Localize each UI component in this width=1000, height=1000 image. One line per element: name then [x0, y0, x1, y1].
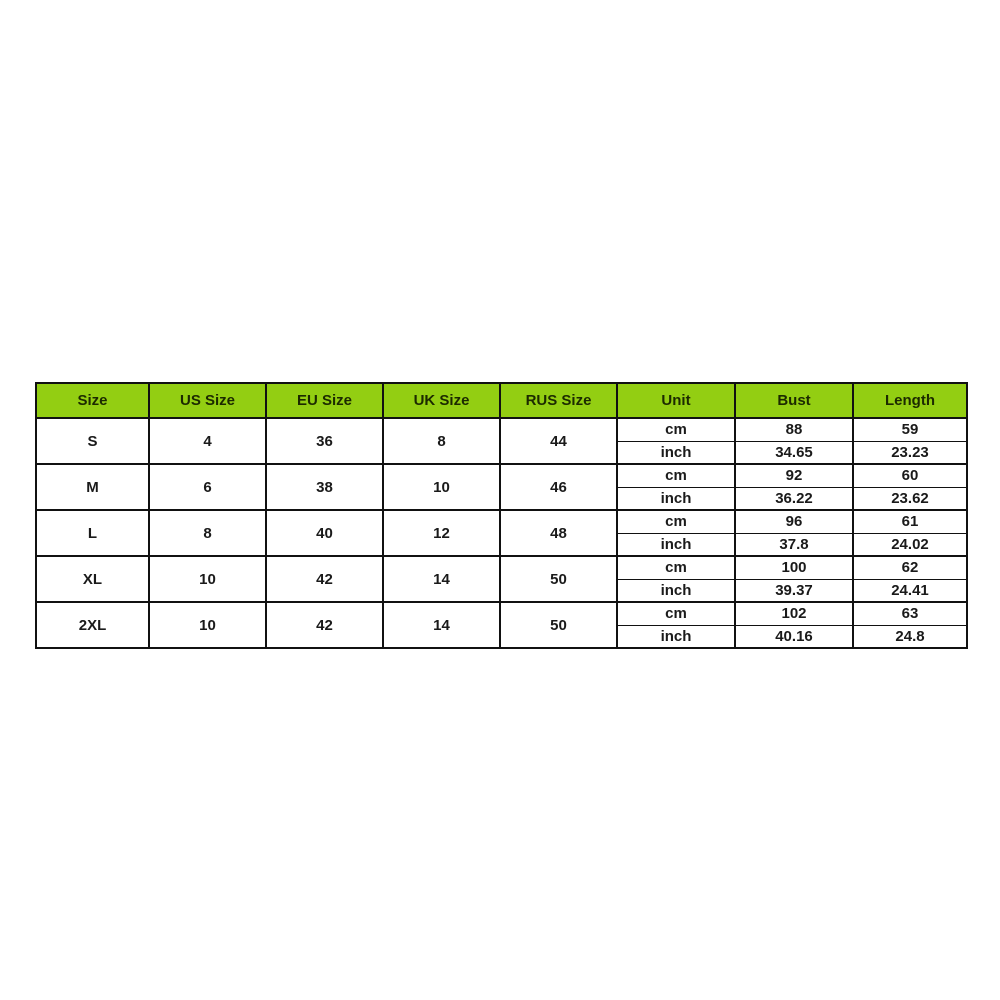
length-cell: 24.8	[853, 625, 967, 648]
length-cell: 62	[853, 556, 967, 579]
size-chart-table	[35, 382, 968, 649]
eu-size-cell: 38	[266, 464, 383, 510]
eu-size-cell: 40	[266, 510, 383, 556]
bust-cell: 39.37	[735, 579, 853, 602]
uk-size-cell: 12	[383, 510, 500, 556]
length-cell: 23.23	[853, 441, 967, 464]
bust-cell: 92	[735, 464, 853, 487]
unit-cell: inch	[617, 579, 735, 602]
us-size-cell: 8	[149, 510, 266, 556]
size-cell: M	[36, 464, 149, 510]
unit-cell: cm	[617, 464, 735, 487]
rus-size-cell: 48	[500, 510, 617, 556]
size-cell: L	[36, 510, 149, 556]
rus-size-cell: 46	[500, 464, 617, 510]
size-cell: S	[36, 418, 149, 464]
length-cell: 60	[853, 464, 967, 487]
table-row	[36, 602, 967, 625]
unit-cell: inch	[617, 625, 735, 648]
rus-size-cell: 44	[500, 418, 617, 464]
rus-size-cell: 50	[500, 556, 617, 602]
unit-cell: inch	[617, 487, 735, 510]
table-row	[36, 510, 967, 533]
column-header-eu-size: EU Size	[266, 383, 383, 418]
uk-size-cell: 14	[383, 556, 500, 602]
unit-cell: cm	[617, 556, 735, 579]
bust-cell: 96	[735, 510, 853, 533]
table-row	[36, 418, 967, 441]
us-size-cell: 10	[149, 556, 266, 602]
length-cell: 59	[853, 418, 967, 441]
us-size-cell: 4	[149, 418, 266, 464]
length-cell: 23.62	[853, 487, 967, 510]
us-size-cell: 10	[149, 602, 266, 648]
bust-cell: 102	[735, 602, 853, 625]
header-row	[36, 383, 967, 418]
bust-cell: 88	[735, 418, 853, 441]
uk-size-cell: 8	[383, 418, 500, 464]
table-row	[36, 464, 967, 487]
length-cell: 61	[853, 510, 967, 533]
column-header-bust: Bust	[735, 383, 853, 418]
unit-cell: cm	[617, 602, 735, 625]
column-header-rus-size: RUS Size	[500, 383, 617, 418]
length-cell: 24.41	[853, 579, 967, 602]
eu-size-cell: 42	[266, 556, 383, 602]
unit-cell: inch	[617, 441, 735, 464]
size-cell: 2XL	[36, 602, 149, 648]
uk-size-cell: 14	[383, 602, 500, 648]
bust-cell: 40.16	[735, 625, 853, 648]
length-cell: 24.02	[853, 533, 967, 556]
unit-cell: cm	[617, 510, 735, 533]
eu-size-cell: 42	[266, 602, 383, 648]
column-header-length: Length	[853, 383, 967, 418]
uk-size-cell: 10	[383, 464, 500, 510]
column-header-size: Size	[36, 383, 149, 418]
bust-cell: 100	[735, 556, 853, 579]
column-header-us-size: US Size	[149, 383, 266, 418]
column-header-unit: Unit	[617, 383, 735, 418]
bust-cell: 37.8	[735, 533, 853, 556]
rus-size-cell: 50	[500, 602, 617, 648]
table-row	[36, 556, 967, 579]
column-header-uk-size: UK Size	[383, 383, 500, 418]
length-cell: 63	[853, 602, 967, 625]
bust-cell: 34.65	[735, 441, 853, 464]
us-size-cell: 6	[149, 464, 266, 510]
unit-cell: inch	[617, 533, 735, 556]
unit-cell: cm	[617, 418, 735, 441]
bust-cell: 36.22	[735, 487, 853, 510]
eu-size-cell: 36	[266, 418, 383, 464]
size-cell: XL	[36, 556, 149, 602]
